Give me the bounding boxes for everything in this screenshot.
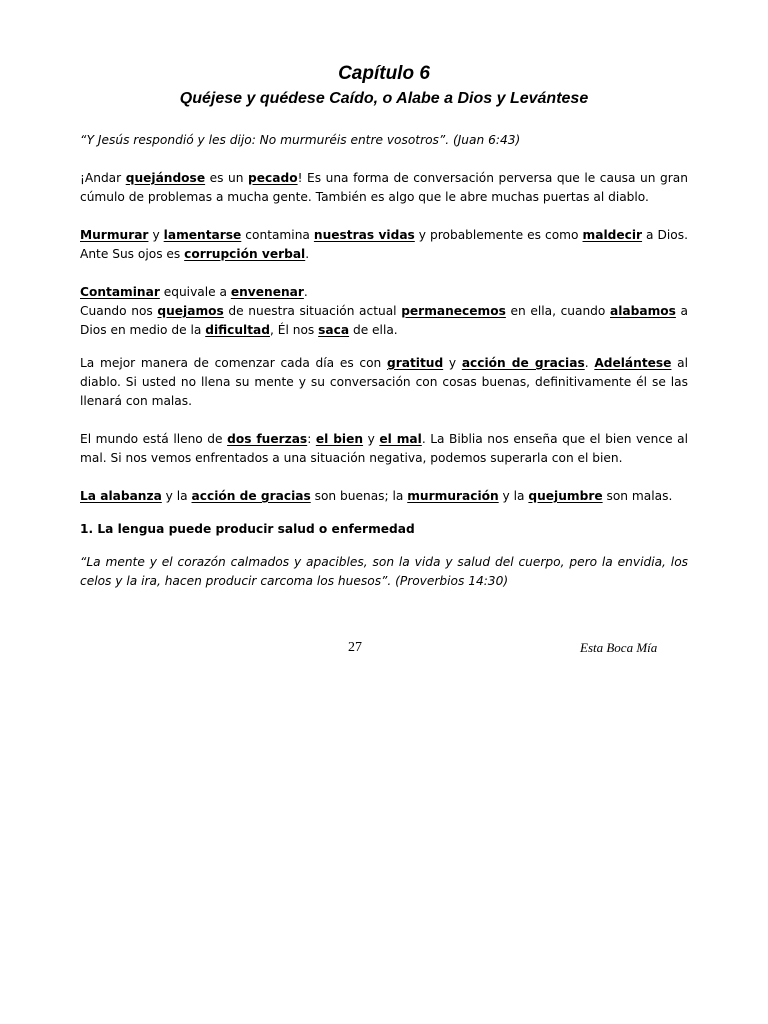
epigraph: “Y Jesús respondió y les dijo: No murmuréis entre vosotros”. (Juan 6:43) bbox=[80, 133, 521, 147]
keyword: envenenar bbox=[230, 285, 304, 299]
text: equivale a bbox=[159, 285, 231, 299]
text: . bbox=[303, 285, 308, 299]
keyword: quejamos bbox=[157, 304, 224, 318]
text: de ella. bbox=[349, 323, 398, 337]
text: de nuestra situación actual bbox=[223, 304, 402, 318]
keyword: quejumbre bbox=[528, 489, 603, 503]
keyword: nuestras vidas bbox=[313, 228, 415, 242]
keyword: alabamos bbox=[610, 304, 676, 318]
keyword: el mal bbox=[379, 432, 422, 446]
keyword: maldecir bbox=[582, 228, 643, 242]
keyword: Adelántese bbox=[594, 356, 672, 370]
text: a Dios en medio de la bbox=[80, 304, 688, 337]
text: y la bbox=[498, 489, 529, 503]
text: al diablo. Si usted no llena su mente y su conversación con cosas buenas, definitivamente él se las llenará con malas. bbox=[80, 356, 689, 408]
document-body bbox=[80, 131, 688, 591]
text: Cuando nos bbox=[80, 304, 158, 318]
text: , Él nos bbox=[270, 323, 319, 337]
keyword: quejándose bbox=[125, 171, 206, 185]
text: . bbox=[305, 247, 310, 261]
text: ! Es una forma de conversación perversa que le causa un gran cúmulo de problemas a mucha gente. También es algo que le abre muchas puertas al diablo. bbox=[80, 171, 688, 204]
text: y bbox=[148, 228, 164, 242]
paragraph-3 bbox=[80, 283, 688, 302]
text: : bbox=[307, 432, 316, 446]
page-number: 27 bbox=[348, 640, 362, 655]
keyword: pecado bbox=[248, 171, 298, 185]
chapter-title: Capítulo 6 bbox=[338, 63, 430, 84]
verse-quote: “La mente y el corazón calmados y apacibles, son la vida y salud del cuerpo, pero la envidia, los celos y la ira, hacen producir carcoma los huesos”. (Proverbios 14:30) bbox=[80, 555, 688, 588]
text: y la bbox=[161, 489, 192, 503]
paragraph-6 bbox=[80, 430, 688, 468]
keyword: murmuración bbox=[407, 489, 499, 503]
keyword: Contaminar bbox=[80, 285, 160, 299]
book-title: Esta Boca Mía bbox=[580, 640, 658, 655]
text: La mejor manera de comenzar cada día es con bbox=[80, 356, 387, 370]
text: en ella, cuando bbox=[505, 304, 610, 318]
keyword: dos fuerzas bbox=[227, 432, 308, 446]
paragraph-2 bbox=[80, 226, 688, 264]
keyword: La alabanza bbox=[80, 489, 162, 503]
text: contamina bbox=[241, 228, 314, 242]
keyword: permanecemos bbox=[401, 304, 506, 318]
paragraph-4 bbox=[80, 302, 688, 340]
text: a Dios. Ante Sus ojos es bbox=[80, 228, 688, 261]
text: y bbox=[443, 356, 462, 370]
paragraph-1 bbox=[80, 169, 688, 207]
keyword: acción de gracias bbox=[191, 489, 311, 503]
text: . La Biblia nos enseña que el bien vence al mal. Si nos vemos enfrentados a una situación negativa, podemos superarla con el bien. bbox=[80, 432, 689, 465]
keyword: el bien bbox=[315, 432, 364, 446]
text: son buenas; la bbox=[310, 489, 408, 503]
chapter-subtitle: Quéjese y quédese Caído, o Alabe a Dios y Levántese bbox=[179, 90, 589, 107]
text: ¡Andar bbox=[80, 171, 126, 185]
paragraph-5 bbox=[80, 354, 688, 411]
text: . bbox=[584, 356, 595, 370]
keyword: acción de gracias bbox=[461, 356, 585, 370]
keyword: corrupción verbal bbox=[184, 247, 306, 261]
text: y bbox=[363, 432, 380, 446]
text: es un bbox=[205, 171, 249, 185]
section-heading: 1. La lengua puede producir salud o enfermedad bbox=[80, 522, 415, 536]
text: y probablemente es como bbox=[414, 228, 583, 242]
keyword: dificultad bbox=[205, 323, 271, 337]
keyword: Murmurar bbox=[80, 228, 149, 242]
keyword: saca bbox=[318, 323, 350, 337]
keyword: lamentarse bbox=[163, 228, 242, 242]
text: El mundo está lleno de bbox=[80, 432, 228, 446]
keyword: gratitud bbox=[386, 356, 444, 370]
paragraph-7 bbox=[80, 487, 688, 506]
text: son malas. bbox=[602, 489, 673, 503]
